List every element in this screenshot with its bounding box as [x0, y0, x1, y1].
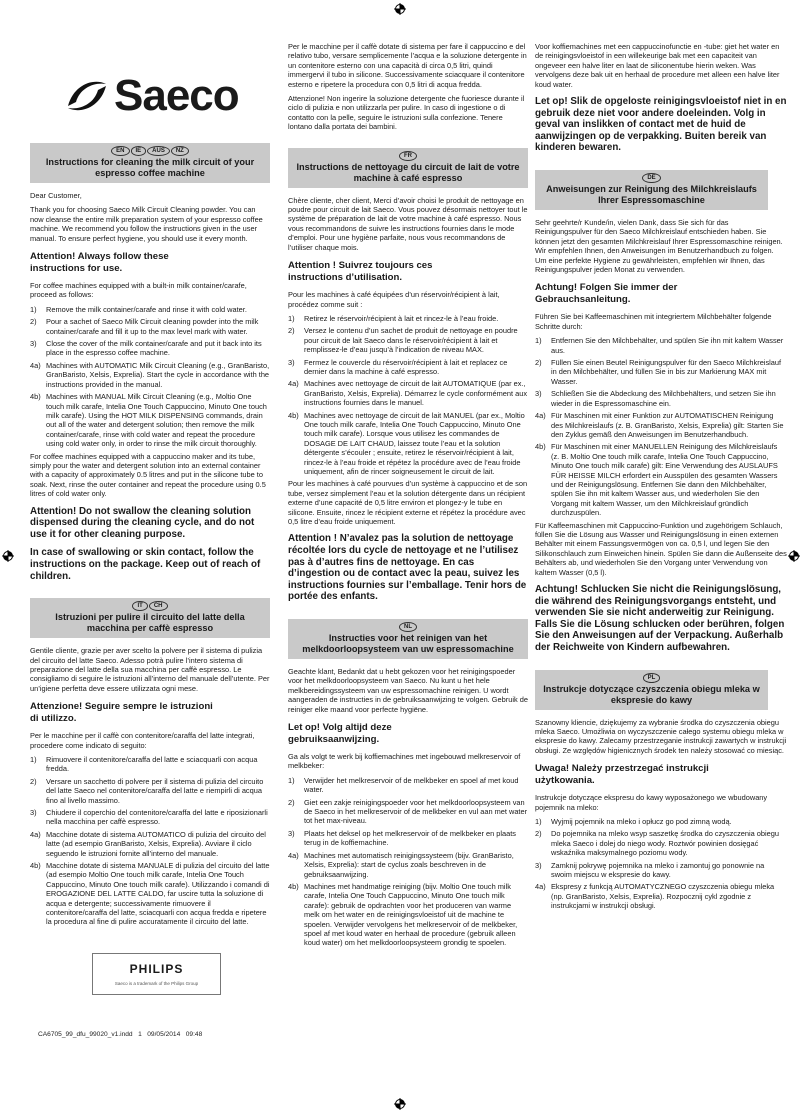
body-paragraph: Szanowny kliencie, dziękujemy za wybranie środka do czyszczenia obiegu mleka Saeco. Umożliwia on wyczyszczenie całego systemu obiegu mleka w ekspresie do kawy. Zalecamy przestrzeganie instrukcji zawartych w instrukcji obsługi. Ze względów higienicznych środek ten należy stosować co miesiąc. [535, 717, 787, 755]
step-number: 4b) [30, 861, 41, 871]
instruction-step [30, 317, 270, 336]
instruction-step [535, 442, 787, 517]
section-title: Instrukcje dotyczące czyszczenia obiegu mleka w ekspresie do kawy [543, 683, 760, 705]
step-text: Fermez le couvercle du réservoir/récipient à lait et replacez ce dernier dans la machine à café espresso. [304, 357, 508, 376]
instruction-step [288, 379, 528, 407]
philips-logo-box [92, 953, 221, 995]
section-title: Anweisungen zur Reinigung des Milchkreislaufs Ihrer Espressomaschine [546, 184, 757, 205]
section-title: Instructions for cleaning the milk circuit of your espresso coffee machine [45, 157, 255, 178]
instruction-step [288, 314, 528, 323]
instruction-step [535, 389, 787, 408]
instruction-step [30, 808, 270, 827]
step-text: Machines avec nettoyage de circuit de lait AUTOMATIQUE (par ex., GranBaristo, Xelsis, Exprelia). Démarrez le cycle conformément aux instructions fournies dans le manuel. [304, 379, 528, 408]
section-header-it [30, 598, 270, 638]
language-badges [539, 673, 764, 683]
language-badge: CH [149, 601, 168, 611]
safety-warning: Achtung! Schlucken Sie nicht die Reinigungslösung, die während des Reinigungsvorgangs entsteht, und verwenden Sie sie nicht anderweitig zur Reinigung. Falls Sie die Lösung schlucken oder berühren, folgen Sie den Anweisungen auf der Verpackung. Außerhalb der Reichweite von Kindern aufbewahren. [535, 584, 785, 653]
step-number: 1) [30, 754, 37, 764]
body-paragraph: Dear Customer, [30, 191, 82, 200]
step-text: Machines with AUTOMATIC Milk Circuit Cleaning (e.g., GranBaristo, GranBaristo, Xelsis, Exprelia). Start the cycle in accordance with the instructions provided in the manual. [46, 360, 270, 389]
step-number: 2) [288, 797, 295, 807]
language-badge: FR [399, 151, 417, 161]
language-badge: DE [642, 173, 660, 183]
step-text: Macchine dotate di sistema AUTOMATICO di pulizia del circuito del latte (ad esempio GranBaristo, Xelsis, Exprelia). Avviare il ciclo seguendo le istruzioni fornite all’interno del manuale. [46, 829, 266, 858]
step-number: 4a) [535, 411, 546, 421]
body-paragraph: Geachte klant, Bedankt dat u hebt gekozen voor het reinigingspoeder voor het melkdoorloopsysteem van Saeco. Nu kunt u het hele melkbereidingssysteem van uw espressomachine reinigen. U wordt aangeraden de instructies in de gebruiksaanwijzing te volgen. Gebruik de reiniger elke maand voor perfecte hygiëne. [288, 667, 528, 714]
step-number: 4a) [30, 829, 41, 839]
instruction-step [535, 411, 787, 439]
language-badges [292, 622, 524, 632]
step-number: 4b) [288, 410, 299, 420]
instruction-step [535, 829, 787, 857]
saeco-logo [64, 72, 239, 120]
attention-heading: Attenzione! Seguire sempre le istruzioni di utilizzo. [30, 701, 213, 724]
section-title: Instructions de nettoyage du circuit de lait de votre machine à café espresso [296, 161, 520, 183]
section-header-nl [288, 619, 528, 659]
instruction-step [288, 851, 528, 879]
instruction-step [30, 339, 270, 358]
step-text: Verwijder het melkreservoir of de melkbeker en spoel af met koud water. [304, 775, 519, 795]
step-number: 3) [288, 828, 295, 838]
step-text: Plaats het deksel op het melkreservoir of de melkbeker en plaats terug in de koffiemachine. [304, 828, 516, 848]
step-number: 1) [288, 313, 295, 323]
philips-logo: PHILIPS [129, 961, 184, 976]
step-text: Close the cover of the milk container/carafe and put it back into its place in the espresso coffee machine. [46, 339, 262, 358]
registration-mark-icon [394, 1098, 406, 1110]
body-paragraph: Pour les machines à café équipées d’un réservoir/récipient à lait, procédez comme suit : [288, 290, 500, 309]
step-number: 4a) [30, 360, 41, 370]
step-text: Versez le contenu d’un sachet de produit de nettoyage en poudre pour circuit de lait Saeco dans le réservoir/récipient à lait et remplissez-le d’eau jusqu’à l’indication de niveau MAX. [304, 326, 518, 355]
language-badges [292, 151, 524, 161]
step-number: 2) [535, 358, 542, 368]
language-badge: IT [132, 601, 147, 611]
instruction-step [30, 777, 270, 805]
section-header-fr [288, 148, 528, 188]
body-paragraph: Gentile cliente, grazie per aver scelto la polvere per il sistema di pulizia del circuito del latte Saeco. Adesso potrà pulire l’intero sistema di preparazione del latte della sua macchina per caffè espresso. Le consigliamo di seguire le istruzioni all’interno del manuale dell’utente. Per un’igiene perfetta deve essere utilizzata ogni mese. [30, 646, 270, 693]
language-badge: EN [111, 146, 129, 156]
step-text: Chiudere il coperchio del contenitore/caraffa del latte e riposizionarli nella macchina per caffè espresso. [46, 808, 268, 827]
instruction-step [30, 305, 270, 314]
step-text: Ekspresy z funkcją AUTOMATYCZNEGO czyszczenia obiegu mleka (np. GranBaristo, Xelsis, Exprelia). Rozpocznij cykl zgodnie z instrukcjami w instrukcji obsługi. [551, 882, 775, 911]
step-text: Remove the milk container/carafe and rinse it with cold water. [46, 304, 247, 314]
step-text: Machines with MANUAL Milk Circuit Cleaning (e.g., Moltio One touch milk carafe, Intelia One Touch Cappuccino, Minuto One touch milk carafe). Using the HOT MILK DISPENSING commands, drain out all of the water and detergent solution; then remove the milk container/carafe, rinse with cold water and repeat the procedure using cold water only, in order to rinse the milk circuit thoroughly. [46, 392, 267, 449]
body-paragraph: Führen Sie bei Kaffeemaschinen mit integriertem Milchbehälter folgende Schritte durch: [535, 312, 772, 331]
step-number: 2) [30, 776, 37, 786]
section-header-en [30, 143, 270, 183]
section-title: Instructies voor het reinigen van het melkdoorloopsysteem van uw espressomachine [302, 633, 514, 654]
step-text: Machines met automatisch reinigingssysteem (bijv. GranBaristo, Xelsis, Exprelia): start de cyclus zoals beschreven in de gebruiksaanwijzing. [304, 850, 514, 879]
section-header-pl [535, 670, 768, 710]
instruction-step [288, 411, 528, 477]
attention-heading: Let op! Volg altijd deze gebruiksaanwijzing. [288, 722, 392, 745]
body-paragraph: Thank you for choosing Saeco Milk Circuit Cleaning powder. You can now cleanse the entire milk preparation system of your espresso coffee machine. We recommend you follow the instructions given in the user manual. To ensure perfect hygiene, you should use it every month. [30, 205, 263, 243]
language-badges [539, 173, 764, 183]
body-paragraph: Per le macchine per il caffè dotate di sistema per fare il cappuccino e del relativo tubo, versare semplicemente l’acqua e la soluzione detergente in un contenitore esterno con una capacità di circa 0,5 litri, quindi immergervi il tubo in silicone. Successivamente sciacquare il contenitore esterno e ripetere la procedura con 0,5 litri di acqua fredda. [288, 42, 527, 89]
step-number: 3) [288, 357, 295, 367]
step-text: Wyjmij pojemnik na mleko i opłucz go pod zimną wodą. [551, 817, 732, 826]
step-number: 4b) [30, 392, 41, 402]
body-paragraph: Ga als volgt te werk bij koffiemachines met ingebouwd melkreservoir of melkbeker: [288, 752, 521, 771]
language-badge: NZ [171, 146, 189, 156]
step-number: 1) [30, 304, 37, 314]
instruction-step [288, 776, 528, 795]
print-slug: CA6705_99_dfu_99020_v1.indd 1 09/05/2014 09:48 [38, 1030, 203, 1038]
instruction-step [288, 358, 528, 377]
step-number: 1) [288, 775, 295, 785]
step-text: Zamknij pokrywę pojemnika na mleko i zamontuj go ponownie na swoim miejscu w ekspresie do kawy. [551, 860, 765, 880]
instruction-step [288, 798, 528, 826]
step-text: Do pojemnika na mleko wsyp saszetkę środka do czyszczenia obiegu mleka Saeco i dolej do niego wody. Roztwór powinien dosięgać wskaźnika maksymalnego poziomu wody. [551, 829, 779, 858]
step-number: 2) [288, 326, 295, 336]
step-text: Macchine dotate di sistema MANUALE di pulizia del circuito del latte (ad esempio Moltio One touch milk carafe, Intelia One Touch Cappuccino, Minuto One touch milk carafe). Utilizzando i comandi di EROGAZIONE DEL LATTE CALDO, far uscire tutta la soluzione di acqua e detergente; successivamente rimuovere il contenitore/caraffa del latte, sciacquarli con acqua fredda e ripetere la procedura al fine di pulire accuratamente il circuito del latte. [46, 861, 270, 927]
step-number: 4b) [535, 442, 546, 452]
language-badge: IE [131, 146, 147, 156]
step-text: Pour a sachet of Saeco Milk Circuit cleaning powder into the milk container/carafe and fill it up to the max level mark with water. [46, 317, 259, 336]
step-number: 2) [30, 317, 37, 327]
body-paragraph: Instrukcje dotyczące ekspresu do kawy wyposażonego we wbudowany pojemnik na mleko: [535, 793, 768, 812]
step-text: Füllen Sie einen Beutel Reinigungspulver für den Saeco Milchkreislauf in den Milchbehälter, und füllen Sie in bis zur Markierung MAX mit Wasser. [551, 358, 782, 386]
step-number: 1) [535, 817, 542, 826]
column-2 [288, 42, 528, 951]
column-3 [535, 42, 787, 914]
attention-heading: Achtung! Folgen Sie immer der Gebrauchsanleitung. [535, 282, 678, 305]
attention-heading: Attention ! Suivrez toujours ces instructions d’utilisation. [288, 260, 433, 283]
instruction-step [288, 829, 528, 848]
step-text: Schließen Sie die Abdeckung des Milchbehälters, und setzen Sie ihn wieder in die Espressomaschine ein. [551, 389, 776, 408]
step-text: Retirez le réservoir/récipient à lait et rincez-le à l’eau froide. [304, 313, 499, 323]
step-text: Giet een zakje reinigingspoeder voor het melkdoorloopsysteem van de Saeco in het melkreservoir of de melkbeker en vul aan met water tot het max-niveau. [304, 797, 528, 826]
step-number: 1) [535, 336, 542, 346]
safety-warning: Attention ! N’avalez pas la solution de nettoyage récoltée lors du cycle de nettoyage et ne l’utilisez pas à d’autres fins de nettoyage. En cas d’ingestion ou de contact avec la peau, suivez les instructions fournies sur l’emballage. Tenir hors de portée des enfants. [288, 533, 527, 603]
step-number: 4a) [535, 882, 546, 892]
registration-mark-icon [2, 550, 14, 562]
body-paragraph: Attenzione! Non ingerire la soluzione detergente che fuoriesce durante il ciclo di pulizia e non utilizzarla per pulire. In caso di ingestione o di contatto con la pelle, seguire le istruzioni sulla confezione. Tenere lontano dalla portata dei bambini. [288, 94, 525, 132]
instruction-step [30, 830, 270, 858]
body-paragraph: For coffee machines equipped with a cappuccino maker and its tube, simply pour the water and detergent solution into an external container with a capacity of approximately 0.5 litres and put in the silicone tube to soak. Next, rinse the outer container and repeat the procedure using 0.5 litres of cold water only. [30, 451, 266, 499]
body-paragraph: For coffee machines equipped with a built-in milk container/carafe, proceed as follows: [30, 281, 247, 300]
instruction-step [535, 336, 787, 355]
saeco-logo-text: Saeco [114, 71, 239, 120]
step-number: 3) [30, 339, 37, 349]
body-paragraph: Für Kaffeemaschinen mit Cappuccino-Funktion und zugehörigem Schlauch, füllen Sie die Lösung aus Wasser und Reinigungslösung in einen externen Behälter mit einem Fassungsvermögen von ca. 0,5 l, und legen Sie den Silikonschlauch zum Einweichen hinein. Spülen Sie dann die Außenseite des Behälters ab, und wiederholen Sie den Vorgang unter Verwendung von kaltem Wasser (0,5 l). [535, 520, 787, 577]
safety-warning: Let op! Slik de opgeloste reinigingsvloeistof niet in en gebruik deze niet voor andere doeleinden. Volg in geval van inslikken of contact met de huid de aanwijzingen op de verpakking. Buiten bereik van kinderen bewaren. [535, 96, 787, 154]
step-number: 3) [535, 389, 542, 399]
body-paragraph: Chère cliente, cher client, Merci d’avoir choisi le produit de nettoyage en poudre pour circuit de lait Saeco. Vous pouvez désormais nettoyer tout le système de préparation de lait de votre machine à café espresso. Nous vous recommandons de suivre les instructions fournies dans le mode d’emploi. Pour une hygiène parfaite, nous vous recommandons de l’utiliser chaque mois. [288, 195, 528, 252]
step-text: Für Maschinen mit einer Funktion zur AUTOMATISCHEN Reinigung des Milchkreislaufs (z. B. GranBaristo, Xelsis, Exprelia) gilt: Starten Sie den Zyklus gemäß den Anweisungen im Benutzerhandbuch. [551, 411, 784, 439]
language-badges [34, 601, 266, 611]
step-number: 4a) [288, 379, 299, 389]
registration-mark-icon [394, 3, 406, 15]
section-header-de [535, 170, 768, 210]
language-badges [34, 146, 266, 156]
trademark-note: Saeco is a trademark of the Philips Group [114, 980, 199, 986]
body-paragraph: Sehr geehrte/r Kunde/in, vielen Dank, dass Sie sich für das Reinigungspulver für den Saeco Milchkreislauf entschieden haben. Sie können jetzt den gesamten Milchkreislauf Ihrer Espressomaschine reinigen. Wir empfehlen Ihnen, den Anweisungen im Benutzerhandbuch zu folgen. Um eine perfekte Hygiene zu gewährleisten, empfehlen wir Ihnen, das Reinigungspulver jeden Monat zu verwenden. [535, 218, 783, 275]
instruction-step [30, 392, 270, 448]
step-text: Für Maschinen mit einer MANUELLEN Reinigung des Milchkreislaufs (z. B. Moltio One touch milk carafe, Intelia One Touch Cappuccino, Minuto One touch milk carafe) gilt: Eine Verwendung des AUSLAUFS FÜR HEISSE MILCH erfordert ein Ausspülen des gesamten Wassers und der Reinigungslösung. Entfernen Sie dann den Milchbehälter, spülen Sie ihn mit kaltem Wasser aus, und wiederholen Sie den Vorgang mit kaltem Wasser, um den Milchkreislauf gründlich durchzuspülen. [551, 442, 778, 518]
safety-warning: Attention! Do not swallow the cleaning solution dispensed during the cleaning cycle, and do not use it for other cleaning purpose. [30, 505, 255, 540]
step-text: Versare un sacchetto di polvere per il sistema di pulizia del circuito del latte Saeco nel contenitore/caraffa del latte e riempirli di acqua fino al livello massimo. [46, 776, 264, 805]
instruction-step [288, 882, 528, 948]
language-badge: PL [643, 673, 661, 683]
instruction-step [288, 326, 528, 354]
language-badge: AUS [147, 146, 170, 156]
body-paragraph: Per le macchine per il caffè con contenitore/caraffa del latte integrati, procedere come indicato di seguito: [30, 731, 255, 750]
saeco-swirl-icon [64, 76, 110, 116]
section-title: Istruzioni per pulire il circuito del latte della macchina per caffè espresso [55, 612, 245, 634]
step-text: Machines avec nettoyage de circuit de lait MANUEL (par ex., Moltio One touch milk carafe, Intelia One Touch Cappuccino, Minuto One touch milk carafe). Lorsque vous utilisez les commandes de DOSAGE DE LAIT CHAUD, laissez toute l’eau et la solution détergente s’écouler ; ensuite, retirez le réservoir/récipient à lait, rincez-le à l’eau froide et répétez la procédure avec de l’eau froide uniquement, afin de rincer soigneusement le circuit de lait. [304, 410, 525, 476]
step-number: 2) [535, 829, 542, 839]
instruction-step [535, 817, 787, 826]
registration-mark-icon [788, 550, 800, 562]
step-text: Rimuovere il contenitore/caraffa del latte e sciacquarli con acqua fredda. [46, 754, 258, 774]
attention-heading: Attention! Always follow these instructions for use. [30, 251, 169, 274]
instruction-step [535, 358, 787, 386]
attention-heading: Uwaga! Należy przestrzegać instrukcji użytkowania. [535, 763, 709, 786]
body-paragraph: Pour les machines à café pourvues d’un système à cappuccino et de son tube, versez simplement l’eau et la solution détergente dans un récipient externe d’une capacité de 0,5 litre environ et plongez-y le tube en silicone. Ensuite, rincez le récipient externe et répétez la procédure avec 0,5 litre d’eau froide uniquement. [288, 479, 528, 527]
safety-warning: In case of swallowing or skin contact, follow the instructions on the package. Keep out of reach of children. [30, 547, 261, 582]
column-1 [30, 143, 270, 1038]
step-number: 4b) [288, 881, 299, 891]
step-text: Machines met handmatige reiniging (bijv. Moltio One touch milk carafe, Intelia One Touch Cappuccino, Minuto One touch milk carafe): gebruik de opdrachten voor het produceren van warme melk om het water en de reinigingsvloeistof uit de machine te spoelen. Verwijder vervolgens het melkreservoir of de melkbeker, spoel af met koud water en herhaal de procedure (gebruik alleen koud water) om het melkdoorloopsysteem grondig te spoelen. [304, 881, 518, 948]
body-paragraph: Voor koffiemachines met een cappuccinofunctie en -tube: giet het water en de reinigingsvloeistof in een willekeurige bak met een capaciteit van ongeveer een halve liter en laat de siliconentube hierin weken. Was vervolgens deze bak uit en herhaal de procedure met alleen een halve liter koud water. [535, 42, 780, 89]
instruction-step [30, 361, 270, 389]
step-number: 3) [535, 860, 542, 870]
instruction-step [30, 755, 270, 774]
instruction-step [535, 861, 787, 880]
step-number: 3) [30, 808, 37, 817]
language-badge: NL [399, 622, 417, 632]
instruction-step [535, 882, 787, 910]
step-number: 4a) [288, 850, 299, 860]
step-text: Entfernen Sie den Milchbehälter, und spülen Sie ihn mit kaltem Wasser aus. [551, 336, 784, 355]
instruction-step [30, 861, 270, 927]
